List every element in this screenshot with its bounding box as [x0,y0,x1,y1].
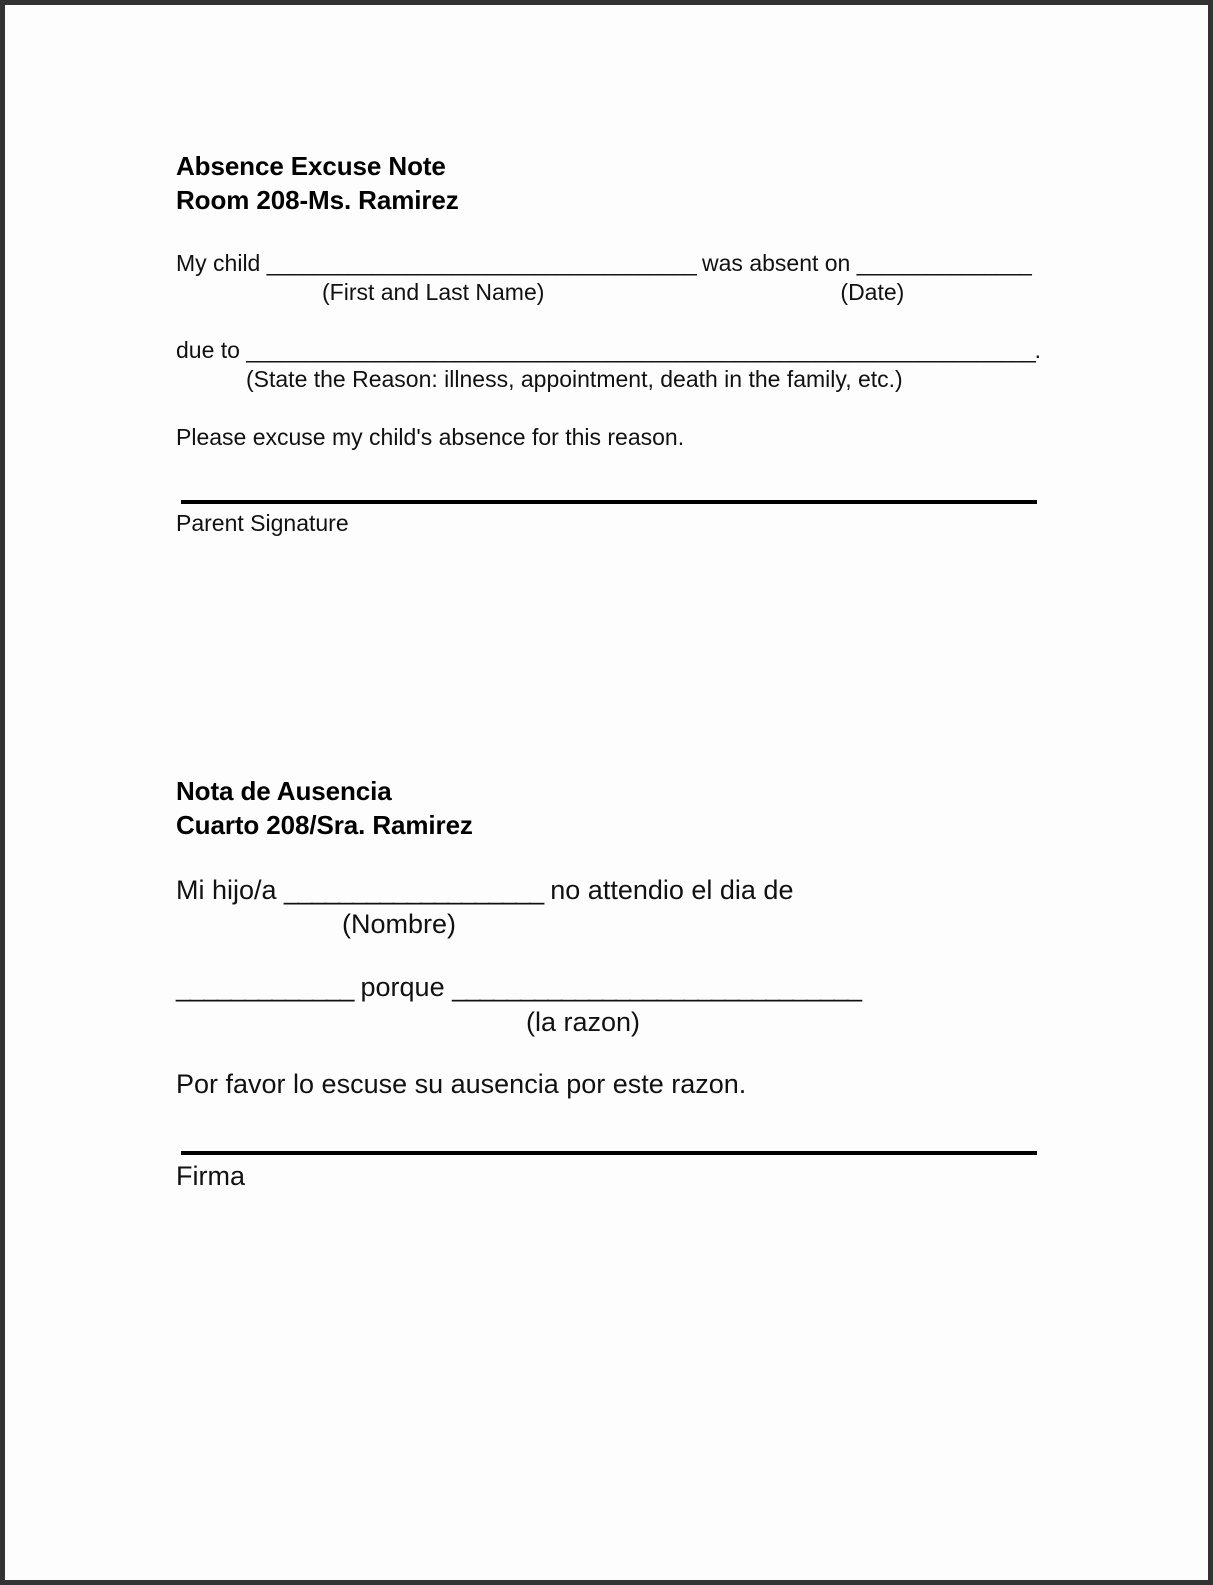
english-child-line [176,248,1076,278]
english-child-name-blank[interactable]: _____________________________________ [266,249,696,276]
spanish-reason-middle: porque [353,971,453,1002]
english-closing: Please excuse my child's absence for this reason. [176,423,685,450]
english-reason-prefix: due to [176,336,247,363]
english-date-blank[interactable]: _______________ [856,249,1031,276]
spanish-heading [176,775,1076,843]
english-heading [176,150,1076,218]
spanish-heading-room: Cuarto 208/Sra. Ramirez [176,809,473,840]
english-signature-label: Parent Signature [176,510,349,537]
english-signature-line[interactable] [181,500,1037,504]
spacer [176,942,1076,970]
english-child-prefix: My child [176,249,267,276]
english-heading-title: Absence Excuse Note [176,151,446,181]
spacer [176,1039,1076,1067]
english-reason-blank[interactable]: ____________________________________________________________________ [246,336,1035,363]
spacer [176,1103,1076,1151]
spanish-signature-line[interactable] [181,1151,1037,1155]
spanish-closing: Por favor lo escuse su ausencia por este razon. [176,1069,747,1100]
spanish-date-blank[interactable]: _____________ [176,971,354,1002]
spacer [176,394,1076,422]
english-caption-reason: (State the Reason: illness, appointment, death in the family, etc.) [246,366,903,393]
spacer [176,307,1076,335]
spanish-heading-title: Nota de Ausencia [176,776,392,806]
spanish-section [176,775,1076,1192]
english-captions-row [176,278,1212,307]
spanish-child-suffix: no attendio el dia de [542,874,794,905]
english-reason-line [176,335,1076,365]
spanish-child-prefix: Mi hijo/a [176,874,285,905]
english-child-middle: was absent on [695,249,857,276]
spacer [176,218,1076,248]
spacer [176,452,1076,500]
spanish-caption-reason: (la razon) [526,1006,641,1037]
english-caption-date: (Date) [840,278,905,305]
spanish-signature-label: Firma [176,1160,245,1191]
spanish-child-line [176,873,1076,909]
english-heading-room: Room 208-Ms. Ramirez [176,184,459,215]
english-section [176,150,1076,537]
spanish-reason-blank[interactable]: ______________________________ [452,971,861,1002]
english-caption-name: (First and Last Name) [322,278,545,305]
spacer [176,843,1076,873]
spanish-caption-name: (Nombre) [342,909,457,940]
spanish-reason-line [176,970,1076,1006]
english-reason-suffix: . [1034,336,1041,363]
spanish-child-name-blank[interactable]: ___________________ [284,874,543,905]
